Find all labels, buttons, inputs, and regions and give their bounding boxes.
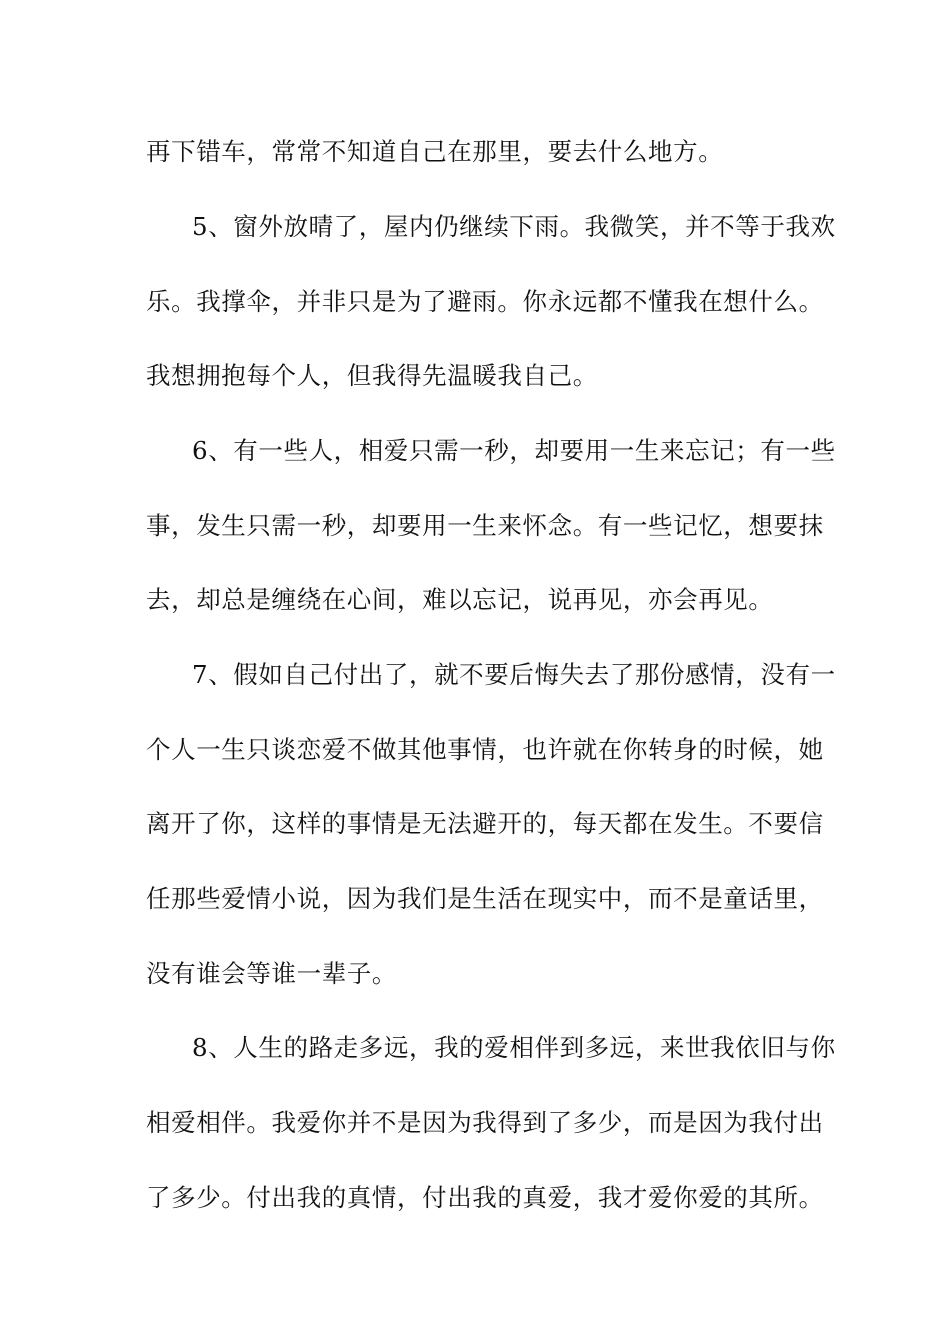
text-line: 个人一生只谈恋爱不做其他事情，也许就在你转身的时候，她	[146, 735, 824, 764]
text-line: 再下错车，常常不知道自己在那里，要去什么地方。	[146, 137, 724, 166]
paragraph-5-line: 5、窗外放晴了，屋内仍继续下雨。我微笑，并不等于我欢	[192, 212, 836, 241]
text-line: 乐。我撑伞，并非只是为了避雨。你永远都不懂我在想什么。	[146, 287, 824, 316]
text-line: 相爱相伴。我爱你并不是因为我得到了多少，而是因为我付出	[146, 1108, 824, 1137]
paragraph-7-line: 7、假如自己付出了，就不要后悔失去了那份感情，没有一	[192, 660, 836, 689]
text-line: 去，却总是缠绕在心间，难以忘记，说再见，亦会再见。	[146, 585, 774, 614]
text-line: 离开了你，这样的事情是无法避开的，每天都在发生。不要信	[146, 809, 824, 838]
text-line: 任那些爱情小说，因为我们是生活在现实中，而不是童话里，	[146, 884, 824, 913]
text-line: 事，发生只需一秒，却要用一生来怀念。有一些记忆，想要抹	[146, 511, 824, 540]
text-line: 我想拥抱每个人，但我得先温暖我自己。	[146, 361, 598, 390]
paragraph-8-line: 8、人生的路走多远，我的爱相伴到多远，来世我依旧与你	[192, 1033, 836, 1062]
text-line: 没有谁会等谁一辈子。	[146, 959, 397, 988]
text-line: 了多少。付出我的真情，付出我的真爱，我才爱你爱的其所。	[146, 1183, 824, 1212]
paragraph-6-line: 6、有一些人，相爱只需一秒，却要用一生来忘记；有一些	[192, 436, 836, 465]
